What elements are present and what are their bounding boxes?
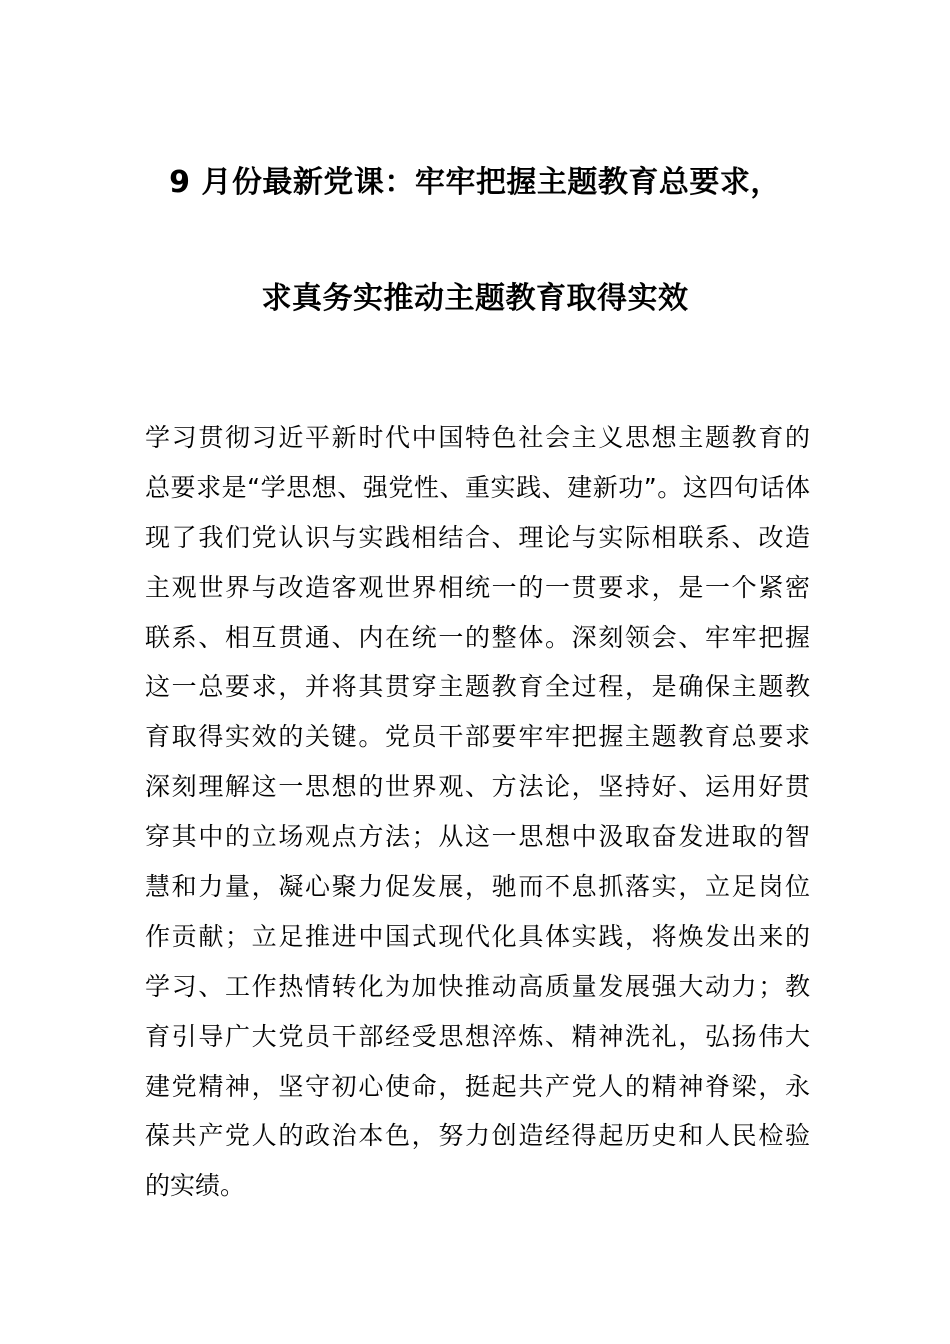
body-paragraph bbox=[145, 418, 810, 1216]
paragraph-line: 学习、工作热情转化为加快推动高质量发展强大动力；教 bbox=[145, 971, 810, 1001]
paragraph-line: 葆共产党人的政治本色，努力创造经得起历史和人民检验 bbox=[145, 1121, 810, 1151]
paragraph-line: 学习贯彻习近平新时代中国特色社会主义思想主题教育的 bbox=[145, 423, 810, 452]
paragraph-line: 总要求是“学思想、强党性、重实践、建新功”。这四句话体 bbox=[145, 472, 810, 502]
paragraph-line: 育取得实效的关键。党员干部要牢牢把握主题教育总要求 bbox=[145, 722, 810, 752]
paragraph-line: 建党精神，坚守初心使命，挺起共产党人的精神脊梁，永 bbox=[145, 1071, 810, 1101]
paragraph-line: 现了我们党认识与实践相结合、理论与实际相联系、改造 bbox=[145, 522, 810, 552]
paragraph-line: 主观世界与改造客观世界相统一的一贯要求，是一个紧密 bbox=[145, 572, 810, 602]
document-title-line-1: 9 月份最新党课：牢牢把握主题教育总要求， bbox=[169, 165, 781, 200]
paragraph-line: 作贡献；立足推进中国式现代化具体实践，将焕发出来的 bbox=[145, 921, 810, 951]
paragraph-line: 深刻理解这一思想的世界观、方法论，坚持好、运用好贯 bbox=[145, 772, 810, 802]
paragraph-line: 穿其中的立场观点方法；从这一思想中汲取奋发进取的智 bbox=[145, 822, 810, 852]
paragraph-line: 育引导广大党员干部经受思想淬炼、精神洗礼，弘扬伟大 bbox=[145, 1021, 810, 1051]
paragraph-line: 的实绩。 bbox=[145, 1171, 246, 1201]
document-title-line-2: 求真务实推动主题教育取得实效 bbox=[261, 281, 689, 316]
paragraph-line: 联系、相互贯通、内在统一的整体。深刻领会、牢牢把握 bbox=[145, 622, 810, 652]
paragraph-line: 慧和力量，凝心聚力促发展，驰而不息抓落实，立足岗位 bbox=[145, 872, 810, 902]
paragraph-line: 这一总要求，并将其贯穿主题教育全过程，是确保主题教 bbox=[145, 672, 810, 702]
